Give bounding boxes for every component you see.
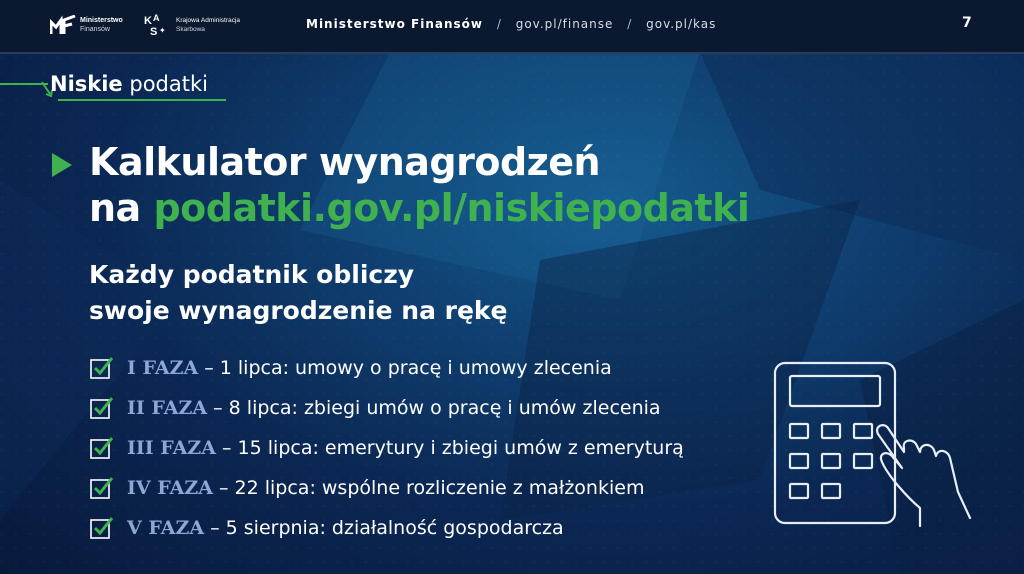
page-number: 7 [962,15,972,31]
kas-logo[interactable] [144,13,240,37]
phase-description: – 15 lipca: emerytury i zbiegi umów z emeryturą [222,437,684,459]
phase-description: – 8 lipca: zbiegi umów o pracę i umów zlecenia [213,397,661,419]
phase-description: – 22 lipca: wspólne rozliczenie z małżonkiem [218,477,645,499]
section-badge [50,72,208,96]
kas-logo-icon [144,13,172,37]
phase-description: – 1 lipca: umowy o pracę i umowy zlecenia [204,357,612,379]
checkbox-checked-icon [89,355,115,381]
phase-name: II FAZA [127,397,208,419]
badge-regular: podatki [129,72,208,96]
top-bar [0,0,1024,54]
phase-name: III FAZA [127,437,217,459]
phase-item [89,468,684,508]
ministry-of-finance-logo[interactable] [50,15,123,35]
badge-underline [58,99,226,101]
link-gov-kas[interactable]: gov.pl/kas [646,17,717,31]
subheading-line2: swoje wynagrodzenie na rękę [89,296,508,325]
phase-item [89,428,684,468]
checkbox-checked-icon [89,515,115,541]
kas-logo-line1: Krajowa Administracja [176,17,240,24]
svg-text:A: A [153,13,160,23]
subheading-line1: Każdy podatnik obliczy [89,260,415,289]
checkbox-checked-icon [89,435,115,461]
mf-logo-line1: Ministerstwo [80,17,123,24]
checkbox-checked-icon [89,475,115,501]
title-url-link[interactable]: podatki.gov.pl/niskiepodatki [153,186,750,230]
badge-bold: Niskie [50,72,123,96]
phase-item [89,508,684,548]
phase-name: V FAZA [127,517,205,539]
phase-description: – 5 sierpnia: działalność gospodarcza [210,517,564,539]
nav-separator: / [627,17,633,31]
play-arrow-icon [50,151,74,179]
header-nav [306,17,716,31]
phase-name: IV FAZA [127,477,213,499]
mf-logo-icon [50,15,76,35]
phase-name: I FAZA [127,357,199,379]
title-prefix: na [89,186,141,230]
phase-item [89,348,684,388]
title-line1: Kalkulator wynagrodzeń [89,140,601,184]
subheading [89,257,508,329]
mf-logo-line2: Finansów [80,26,110,33]
svg-text:✦: ✦ [159,26,166,35]
calculator-hand-icon [770,358,975,528]
checkbox-checked-icon [89,395,115,421]
title-line2 [89,185,749,231]
phase-list [89,348,684,548]
phase-item [89,388,684,428]
ministry-name: Ministerstwo Finansów [306,17,483,31]
nav-separator: / [496,17,502,31]
svg-text:S: S [150,26,158,37]
svg-text:K: K [144,15,152,27]
link-gov-finanse[interactable]: gov.pl/finanse [515,17,614,31]
page-title [89,139,749,231]
kas-logo-line2: Skarbowa [176,26,205,33]
